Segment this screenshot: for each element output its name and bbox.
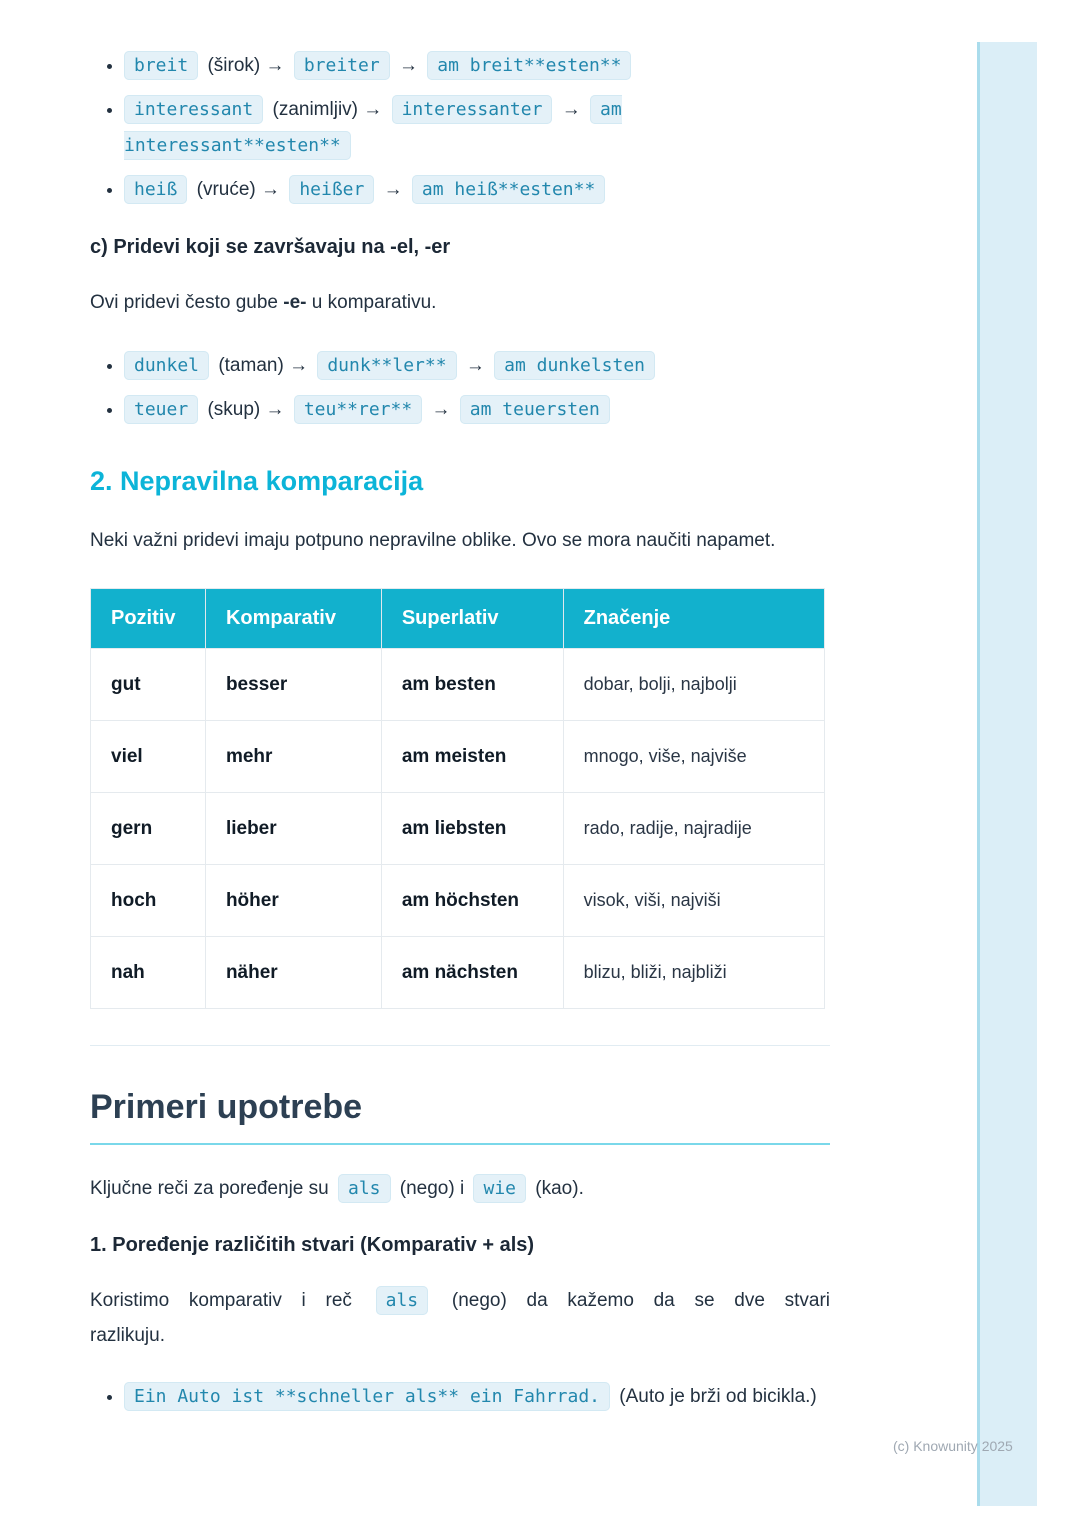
code-chip: interessant [124,95,263,124]
code-chip: Ein Auto ist **schneller als** ein Fahrrad. [124,1382,610,1411]
list-item [124,348,830,384]
code-chip: am interessant**esten** [124,95,622,160]
list-item [124,1379,830,1415]
table-cell: höher [205,865,381,937]
code-chip: breit [124,51,198,80]
translation-text: (skup) [207,399,261,420]
arrow-icon: → [561,99,581,120]
table-cell: am meisten [381,721,563,793]
paragraph-text: u komparativu. [311,292,437,313]
translation-text: (vruće) [196,179,256,200]
code-chip: am teuersten [460,395,610,424]
table-cell: lieber [205,793,381,865]
code-chip: am breit**esten** [427,51,631,80]
paragraph-text: Ključne reči za poređenje su [90,1178,329,1199]
copyright-footer: (c) Knowunity 2025 [893,1438,1013,1454]
table-row [91,937,825,1009]
translation-text: (širok) [207,55,261,76]
heading-comparison-als: 1. Poređenje različitih stvari (Komparativ + als) [90,1234,535,1256]
arrow-icon: → [383,179,403,200]
table-cell: visok, viši, najviši [563,865,824,937]
code-chip: als [376,1286,429,1315]
translation-text: (Auto je brži od bicikla.) [619,1386,817,1407]
page-title-primeri: Primeri upotrebe [90,1088,830,1145]
paragraph-text: Ovi pridevi često gube [90,292,278,313]
code-chip: dunkel [124,351,209,380]
paragraph-text: (nego) da kažemo da se dve stvari [451,1290,831,1311]
next-page-edge [977,42,1037,1506]
arrow-icon: → [265,399,285,420]
list-item [124,392,830,428]
comparison-usage-paragraph [90,1283,830,1353]
arrow-icon: → [289,355,309,376]
table-row [91,649,825,721]
paragraph-text: (nego) i [399,1178,465,1199]
page-content [90,48,830,1423]
table-cell: am besten [381,649,563,721]
code-chip: heißer [289,175,374,204]
code-chip: teu**rer** [294,395,422,424]
list-item [124,92,830,164]
el-er-paragraph [90,285,830,320]
column-header: Superlativ [381,589,563,649]
table-cell: näher [205,937,381,1009]
list-item [124,48,830,84]
irregular-intro-paragraph: Neki važni pridevi imaju potpuno nepravilne oblike. Ovo se mora naučiti napamet. [90,530,776,551]
table-cell: blizu, bliži, najbliži [563,937,824,1009]
code-chip: teuer [124,395,198,424]
section-divider [90,1045,830,1046]
table-cell: rado, radije, najradije [563,793,824,865]
code-chip: wie [473,1174,526,1203]
table-cell: mnogo, više, najviše [563,721,824,793]
arrow-icon: → [465,355,485,376]
usage-example-list [90,1379,830,1415]
table-row [91,721,825,793]
keywords-paragraph [90,1171,830,1206]
table-cell: dobar, bolji, najbolji [563,649,824,721]
table-cell: viel [91,721,206,793]
table-cell: mehr [205,721,381,793]
table-cell: gut [91,649,206,721]
arrow-icon: → [398,55,418,76]
section-title-irregular: 2. Nepravilna komparacija [90,466,424,496]
column-header: Značenje [563,589,824,649]
bold-text: -e- [283,292,307,313]
arrow-icon: → [363,99,383,120]
paragraph-text: (kao). [535,1178,584,1199]
arrow-icon: → [265,55,285,76]
irregular-comparison-table [90,588,825,1009]
translation-text: (zanimljiv) [272,99,358,120]
arrow-icon: → [431,399,451,420]
paragraph-text: razlikuju. [90,1325,165,1346]
code-chip: heiß [124,175,187,204]
code-chip: am dunkelsten [494,351,655,380]
table-cell: besser [205,649,381,721]
table-header-row [91,589,825,649]
column-header: Pozitiv [91,589,206,649]
table-cell: am höchsten [381,865,563,937]
justified-line [90,1283,830,1318]
table-cell: hoch [91,865,206,937]
arrow-icon: → [261,179,281,200]
code-chip: am heiß**esten** [412,175,605,204]
table-cell: am nächsten [381,937,563,1009]
code-chip: als [338,1174,391,1203]
table-cell: nah [91,937,206,1009]
list-item [124,172,830,208]
table-cell: am liebsten [381,793,563,865]
el-er-examples-list [90,348,830,428]
code-chip: interessanter [392,95,553,124]
column-header: Komparativ [205,589,381,649]
table-row [91,793,825,865]
table-row [91,865,825,937]
heading-el-er: c) Pridevi koji se završavaju na -el, -er [90,236,451,258]
translation-text: (taman) [218,355,284,376]
code-chip: breiter [294,51,390,80]
adjective-suffix-examples-list [90,48,830,208]
code-chip: dunk**ler** [317,351,456,380]
table-cell: gern [91,793,206,865]
paragraph-text: Koristimo komparativ i reč [90,1290,352,1311]
